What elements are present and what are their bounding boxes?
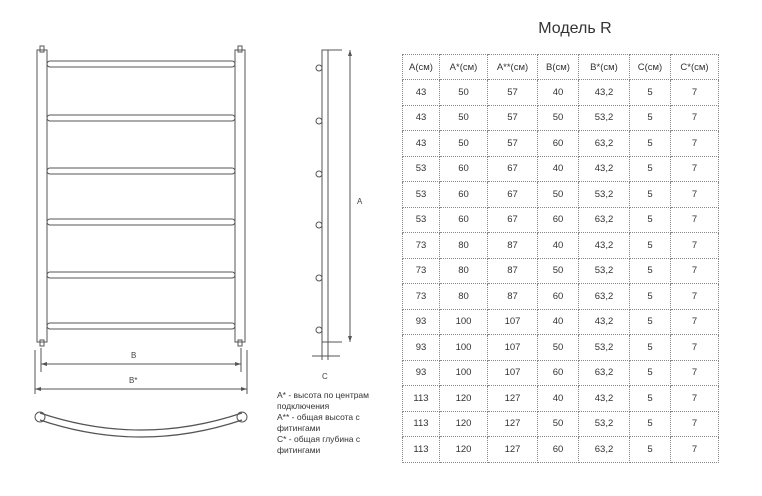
table-cell: 53,2 (579, 335, 630, 361)
table-cell: 5 (630, 258, 671, 284)
legend (277, 390, 397, 456)
table-row (403, 284, 719, 310)
table-cell: 73 (403, 258, 440, 284)
table-row (403, 309, 719, 335)
table-cell: 73 (403, 233, 440, 259)
table-cell: 127 (488, 411, 538, 437)
table-cell: 60 (440, 207, 488, 233)
column-header: A**(см) (488, 55, 538, 80)
table-row (403, 360, 719, 386)
table-cell: 63,2 (579, 284, 630, 310)
table-cell: 63,2 (579, 131, 630, 157)
table-cell: 7 (671, 182, 719, 208)
table-cell: 7 (671, 437, 719, 463)
table-cell: 120 (440, 411, 488, 437)
table-cell: 50 (538, 258, 579, 284)
table-cell: 63,2 (579, 360, 630, 386)
table-cell: 127 (488, 386, 538, 412)
table-row (403, 437, 719, 463)
rung (47, 61, 235, 67)
table-cell: 43 (403, 131, 440, 157)
table-cell: 107 (488, 360, 538, 386)
dimension-b-star-label: B* (129, 376, 138, 385)
column-header: C(см) (630, 55, 671, 80)
table-cell: 87 (488, 233, 538, 259)
table-body (403, 80, 719, 463)
table-cell: 67 (488, 207, 538, 233)
table-cell: 53 (403, 182, 440, 208)
page-title: Модель R (538, 20, 612, 37)
table-cell: 7 (671, 156, 719, 182)
table-cell: 43,2 (579, 309, 630, 335)
table-cell: 63,2 (579, 437, 630, 463)
table-cell: 100 (440, 309, 488, 335)
table-row (403, 233, 719, 259)
table-cell: 7 (671, 284, 719, 310)
rung (47, 219, 235, 225)
table-cell: 93 (403, 335, 440, 361)
table-cell: 43,2 (579, 386, 630, 412)
table-cell: 50 (538, 182, 579, 208)
table-cell: 57 (488, 131, 538, 157)
table-cell: 5 (630, 335, 671, 361)
table-cell: 60 (538, 360, 579, 386)
table-cell: 43,2 (579, 233, 630, 259)
table-cell: 7 (671, 335, 719, 361)
table-cell: 107 (488, 335, 538, 361)
table-cell: 53,2 (579, 411, 630, 437)
table-row (403, 258, 719, 284)
table-cell: 7 (671, 105, 719, 131)
table-cell: 5 (630, 207, 671, 233)
table-cell: 5 (630, 386, 671, 412)
dimension-b-label: B (131, 351, 137, 360)
table-cell: 100 (440, 360, 488, 386)
table-cell: 5 (630, 131, 671, 157)
table-cell: 50 (538, 105, 579, 131)
table-cell: 67 (488, 182, 538, 208)
table-cell: 5 (630, 309, 671, 335)
table-cell: 40 (538, 156, 579, 182)
table-cell: 5 (630, 156, 671, 182)
table-cell: 50 (440, 105, 488, 131)
dimension-c-label: C (322, 372, 328, 381)
column-header: A(см) (403, 55, 440, 80)
table-cell: 50 (538, 335, 579, 361)
table-cell: 107 (488, 309, 538, 335)
table-cell: 80 (440, 258, 488, 284)
table-cell: 120 (440, 437, 488, 463)
table-cell: 53,2 (579, 105, 630, 131)
table-cell: 113 (403, 437, 440, 463)
dimensions-table (402, 54, 719, 463)
table-cell: 63,2 (579, 207, 630, 233)
table-cell: 43 (403, 105, 440, 131)
rung (47, 168, 235, 174)
table-cell: 113 (403, 386, 440, 412)
rung (47, 323, 235, 329)
table-row (403, 182, 719, 208)
table-cell: 60 (440, 182, 488, 208)
column-header: A*(см) (440, 55, 488, 80)
table-cell: 57 (488, 105, 538, 131)
table-cell: 43 (403, 80, 440, 106)
table-row (403, 386, 719, 412)
table-cell: 87 (488, 258, 538, 284)
column-header: B(см) (538, 55, 579, 80)
table-cell: 53,2 (579, 182, 630, 208)
table-header-row (403, 55, 719, 80)
table-cell: 53,2 (579, 258, 630, 284)
table-cell: 7 (671, 360, 719, 386)
table-cell: 100 (440, 335, 488, 361)
table-cell: 7 (671, 258, 719, 284)
table-row (403, 411, 719, 437)
table-cell: 5 (630, 411, 671, 437)
table-cell: 113 (403, 411, 440, 437)
table-cell: 40 (538, 309, 579, 335)
table-cell: 7 (671, 80, 719, 106)
table-cell: 50 (440, 131, 488, 157)
column-header: B*(см) (579, 55, 630, 80)
table-cell: 53 (403, 156, 440, 182)
table-cell: 7 (671, 386, 719, 412)
table-cell: 5 (630, 360, 671, 386)
rung (47, 115, 235, 121)
table-cell: 40 (538, 80, 579, 106)
legend-item: A* - высота по центрам подключения (277, 390, 370, 411)
table-cell: 7 (671, 411, 719, 437)
table-cell: 80 (440, 284, 488, 310)
table-cell: 50 (538, 411, 579, 437)
table-cell: 5 (630, 105, 671, 131)
table-cell: 7 (671, 207, 719, 233)
table-cell: 73 (403, 284, 440, 310)
table-cell: 7 (671, 309, 719, 335)
table-row (403, 207, 719, 233)
table-cell: 5 (630, 182, 671, 208)
rung (47, 272, 235, 278)
table-cell: 60 (538, 284, 579, 310)
table-cell: 40 (538, 386, 579, 412)
table-cell: 67 (488, 156, 538, 182)
table-cell: 57 (488, 80, 538, 106)
table-row (403, 335, 719, 361)
table-cell: 87 (488, 284, 538, 310)
right-post (235, 50, 245, 342)
table-cell: 7 (671, 131, 719, 157)
table-cell: 60 (538, 207, 579, 233)
table-row (403, 131, 719, 157)
table-cell: 60 (538, 131, 579, 157)
table-cell: 127 (488, 437, 538, 463)
table-cell: 93 (403, 309, 440, 335)
dimension-a-label: A (357, 197, 363, 206)
table-cell: 5 (630, 233, 671, 259)
table-row (403, 105, 719, 131)
table-cell: 120 (440, 386, 488, 412)
table-cell: 93 (403, 360, 440, 386)
table-cell: 80 (440, 233, 488, 259)
table-cell: 40 (538, 233, 579, 259)
left-post (37, 50, 47, 342)
column-header: C*(см) (671, 55, 719, 80)
table-row (403, 156, 719, 182)
table-cell: 5 (630, 80, 671, 106)
legend-item: A** - общая высота с фитингами (277, 412, 360, 433)
table-row (403, 80, 719, 106)
legend-item: C* - общая глубина с фитингами (277, 434, 361, 455)
table-cell: 43,2 (579, 80, 630, 106)
table-cell: 60 (538, 437, 579, 463)
table-cell: 53 (403, 207, 440, 233)
table-cell: 43,2 (579, 156, 630, 182)
table-cell: 5 (630, 284, 671, 310)
table-cell: 5 (630, 437, 671, 463)
table-cell: 7 (671, 233, 719, 259)
table-cell: 60 (440, 156, 488, 182)
table-cell: 50 (440, 80, 488, 106)
